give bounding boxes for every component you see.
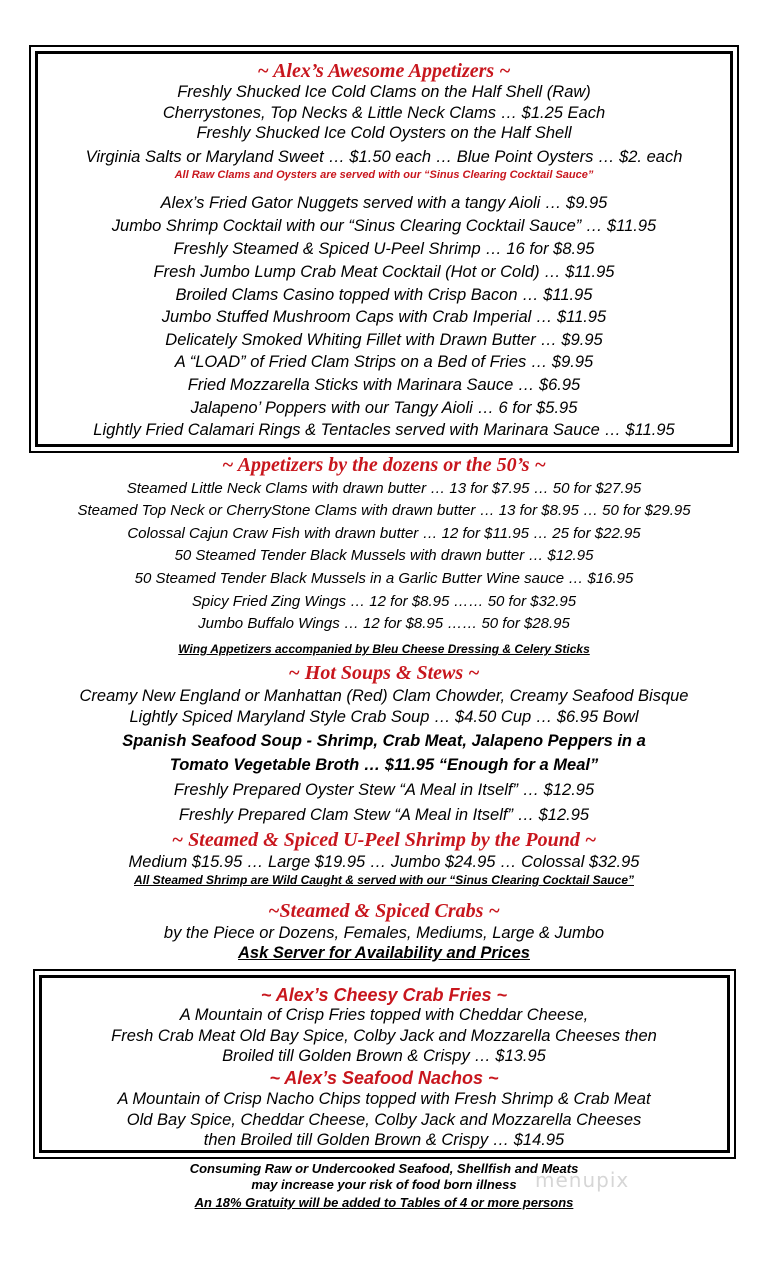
shrimp-note: All Steamed Shrimp are Wild Caught & served with our “Sinus Clearing Cocktail Sauce” (133, 873, 634, 887)
crabs-line: by the Piece or Dozens, Females, Mediums, Large & Jumbo (163, 924, 605, 942)
menu-item-bold: Spanish Seafood Soup - Shrimp, Crab Meat, Jalapeno Peppers in a (122, 732, 646, 750)
menu-item: Steamed Top Neck or CherryStone Clams with drawn butter … 13 for $8.95 … 50 for $29.95 (77, 502, 691, 519)
menu-item: Broiled Clams Casino topped with Crisp Bacon … $11.95 (175, 286, 593, 304)
menu-line: Freshly Shucked Ice Cold Clams on the Half Shell (Raw) (177, 83, 591, 101)
raw-bar-note: All Raw Clams and Oysters are served with our “Sinus Clearing Cocktail Sauce” (174, 169, 594, 181)
menu-item: Delicately Smoked Whiting Fillet with Drawn Butter … $9.95 (165, 331, 603, 349)
crabs-title: ~Steamed & Spiced Crabs ~ (268, 900, 500, 922)
menu-item: Fried Mozzarella Sticks with Marinara Sauce … $6.95 (187, 376, 581, 394)
menu-line: A Mountain of Crisp Fries topped with Cheddar Cheese, (179, 1006, 589, 1024)
menu-item: Jumbo Shrimp Cocktail with our “Sinus Clearing Cocktail Sauce” … $11.95 (111, 217, 657, 235)
menu-item: Spicy Fried Zing Wings … 12 for $8.95 …… 50 for $32.95 (191, 593, 577, 610)
menu-line: Cherrystones, Top Necks & Little Neck Clams … $1.25 Each (162, 104, 606, 122)
menu-item: Lightly Spiced Maryland Style Crab Soup … $4.50 Cup … $6.95 Bowl (129, 708, 639, 726)
menu-line: A Mountain of Crisp Nacho Chips topped with Fresh Shrimp & Crab Meat (117, 1090, 651, 1108)
footer-warning-2: may increase your risk of food born illness (251, 1177, 517, 1192)
menu-item: Jumbo Buffalo Wings … 12 for $8.95 …… 50 for $28.95 (198, 615, 570, 632)
shrimp-title: ~ Steamed & Spiced U-Peel Shrimp by the Pound ~ (171, 829, 597, 851)
crabs-ask-server: Ask Server for Availability and Prices (238, 944, 530, 962)
nachos-title: ~ Alex’s Seafood Nachos ~ (269, 1068, 499, 1088)
wing-note: Wing Appetizers accompanied by Bleu Cheese Dressing & Celery Sticks (178, 642, 590, 656)
menu-item: Lightly Fried Calamari Rings & Tentacles served with Marinara Sauce … $11.95 (93, 421, 675, 439)
menu-item: Freshly Steamed & Spiced U-Peel Shrimp … 16 for $8.95 (173, 240, 595, 258)
dozens-title: ~ Appetizers by the dozens or the 50’s ~ (222, 454, 546, 476)
menu-item: 50 Steamed Tender Black Mussels in a Garlic Butter Wine sauce … $16.95 (134, 570, 634, 587)
menu-line: then Broiled till Golden Brown & Crispy … $14.95 (203, 1131, 565, 1149)
footer-warning-1: Consuming Raw or Undercooked Seafood, Shellfish and Meats (189, 1161, 579, 1176)
watermark: menupix (535, 1168, 630, 1192)
menu-line: Virginia Salts or Maryland Sweet … $1.50 each … Blue Point Oysters … $2. each (85, 148, 683, 166)
appetizers-title: ~ Alex’s Awesome Appetizers ~ (257, 60, 511, 82)
menu-item-bold: Tomato Vegetable Broth … $11.95 “Enough for a Meal” (169, 756, 599, 774)
menu-item: Fresh Jumbo Lump Crab Meat Cocktail (Hot or Cold) … $11.95 (153, 263, 615, 281)
menu-item: Steamed Little Neck Clams with drawn butter … 13 for $7.95 … 50 for $27.95 (126, 480, 642, 497)
shrimp-prices: Medium $15.95 … Large $19.95 … Jumbo $24.95 … Colossal $32.95 (128, 853, 640, 871)
menu-item: A “LOAD” of Fried Clam Strips on a Bed of Fries … $9.95 (174, 353, 594, 371)
menu-line: Old Bay Spice, Cheddar Cheese, Colby Jack and Mozzarella Cheeses (126, 1111, 642, 1129)
menu-item: Creamy New England or Manhattan (Red) Clam Chowder, Creamy Seafood Bisque (79, 687, 689, 705)
menu-line: Broiled till Golden Brown & Crispy … $13.95 (222, 1047, 546, 1065)
menu-item: Alex’s Fried Gator Nuggets served with a tangy Aioli … $9.95 (160, 194, 608, 212)
menu-item: Freshly Prepared Oyster Stew “A Meal in Itself” … $12.95 (173, 781, 595, 799)
menu-line: Fresh Crab Meat Old Bay Spice, Colby Jack and Mozzarella Cheeses then (111, 1027, 657, 1045)
soups-title: ~ Hot Soups & Stews ~ (288, 662, 480, 684)
crab-fries-title: ~ Alex’s Cheesy Crab Fries ~ (260, 985, 508, 1005)
menu-item: Jumbo Stuffed Mushroom Caps with Crab Imperial … $11.95 (161, 308, 607, 326)
menu-line: Freshly Shucked Ice Cold Oysters on the Half Shell (196, 124, 572, 142)
menu-item: 50 Steamed Tender Black Mussels with drawn butter … $12.95 (174, 547, 594, 564)
menu-item: Colossal Cajun Craw Fish with drawn butter … 12 for $11.95 … 25 for $22.95 (127, 525, 641, 542)
menu-item: Freshly Prepared Clam Stew “A Meal in Itself” … $12.95 (178, 806, 590, 824)
menu-item: Jalapeno’ Poppers with our Tangy Aioli … 6 for $5.95 (190, 399, 578, 417)
footer-gratuity: An 18% Gratuity will be added to Tables of 4 or more persons (194, 1195, 574, 1210)
